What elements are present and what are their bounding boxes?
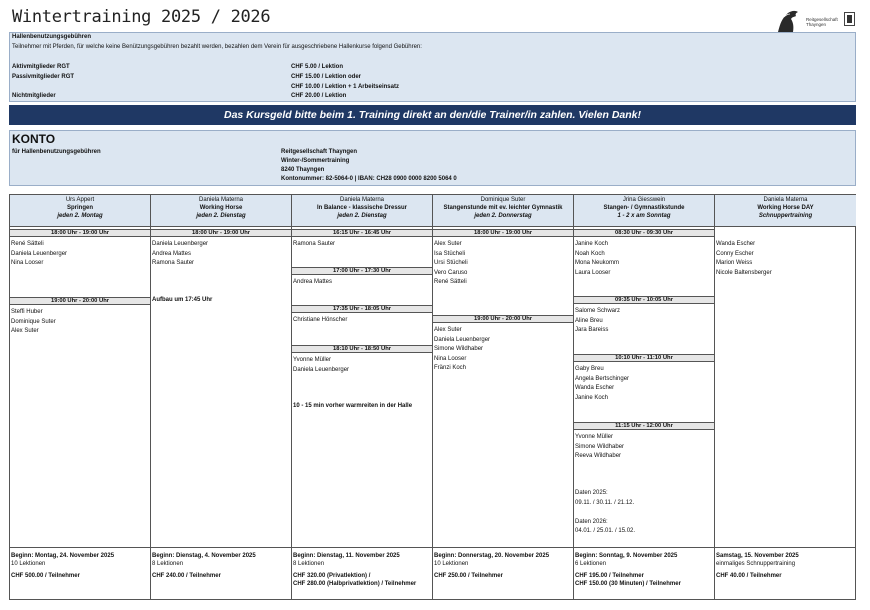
course-price: [716, 572, 856, 580]
konto-line: Reitgesellschaft Thayngen: [281, 149, 358, 155]
slot-time: 17:00 Uhr - 17:30 Uhr: [292, 267, 432, 275]
course-frequency: jeden 2. Donnerstag: [474, 213, 532, 219]
date-line: Daten 2026:: [575, 518, 608, 525]
participant-name: Ramona Sauter: [293, 241, 336, 247]
konto-line: 8240 Thayngen: [281, 167, 325, 173]
participant-list: [292, 353, 432, 375]
participant-name: Marion Weiss: [716, 260, 753, 267]
course-header: [151, 195, 291, 227]
course-footer: [10, 547, 150, 599]
slot-time: 17:35 Uhr - 18:05 Uhr: [292, 305, 432, 313]
participant-name: Janine Koch: [575, 394, 609, 401]
participant-name: Gaby Breu: [575, 366, 604, 372]
participant-list: [292, 275, 432, 288]
fee-price: CHF 20.00 / Lektion: [291, 93, 347, 99]
payment-banner: Das Kursgeld bitte beim 1. Training direkt an den/die Trainer/in zahlen. Vielen Dank!: [9, 105, 856, 125]
course-frequency: Schnuppertraining: [758, 213, 813, 219]
fee-price: CHF 5.00 / Lektion: [291, 64, 344, 70]
course-column: [10, 195, 151, 599]
participant-name: Laura Looser: [575, 269, 611, 276]
time-slot: [10, 229, 150, 269]
konto-title: KONTO: [12, 132, 56, 146]
time-slot: [292, 305, 432, 326]
participant-name: Daniela Leuenberger: [434, 336, 491, 343]
time-slot: [10, 297, 150, 337]
course-frequency: jeden 2. Dienstag: [196, 213, 246, 219]
course-column: [151, 195, 292, 599]
participant-name: Dominique Suter: [11, 318, 56, 325]
participant-list: [433, 237, 573, 288]
konto-line: Winter-/Sommertraining: [281, 158, 350, 164]
course-header: [433, 195, 573, 227]
course-footer: [292, 547, 432, 599]
participant-name: Jara Bareiss: [575, 327, 609, 334]
participant-name: René Sätteli: [11, 241, 44, 247]
course-column: [433, 195, 574, 599]
participant-name: Mona Neukomm: [575, 260, 620, 267]
time-slot: [292, 267, 432, 288]
participant-name: Simone Wildhaber: [575, 443, 625, 450]
participant-list: [433, 323, 573, 374]
course-header: [574, 195, 714, 227]
participant-name: Simone Wildhaber: [434, 346, 484, 353]
trainer-name: Daniela Materna: [198, 197, 244, 203]
course-footer: [433, 547, 573, 599]
time-slot: [433, 315, 573, 374]
participant-list: [292, 313, 432, 326]
participant-name: Steffi Huber: [11, 309, 43, 315]
slot-time: 10:10 Uhr - 11:10 Uhr: [574, 354, 714, 362]
course-discipline: Springen: [66, 205, 93, 211]
page-title: Wintertraining 2025 / 2026: [12, 7, 271, 27]
slot-time: 18:00 Uhr - 19:00 Uhr: [433, 229, 573, 237]
participant-name: Alex Suter: [434, 241, 462, 247]
participant-name: Wanda Escher: [575, 385, 615, 392]
time-slot: [574, 354, 714, 403]
participant-name: Wanda Escher: [716, 241, 756, 247]
time-slot: [292, 229, 432, 250]
course-header: [292, 195, 432, 227]
participant-name: Andrea Mattes: [152, 250, 192, 257]
course-price: [11, 572, 150, 580]
slot-time: 08:30 Uhr - 09:30 Uhr: [574, 229, 714, 237]
price-line: CHF 240.00 / Teilnehmer: [152, 573, 221, 579]
course-price: [434, 572, 573, 580]
participant-name: Conny Escher: [716, 250, 754, 257]
participant-name: Daniela Leuenberger: [152, 241, 209, 247]
participant-list: [574, 430, 714, 462]
course-footer: [151, 547, 291, 599]
date-line: 09.11. / 30.11. / 21.12.: [575, 499, 635, 506]
time-slot: [433, 229, 573, 288]
time-slot: [715, 237, 856, 278]
participant-name: Isa Stücheli: [434, 250, 466, 257]
slot-time: 19:00 Uhr - 20:00 Uhr: [433, 315, 573, 323]
participant-name: Yvonne Müller: [575, 434, 614, 440]
participant-name: Nicole Baltensberger: [716, 269, 772, 276]
participant-name: Alex Suter: [11, 328, 39, 335]
course-start: Beginn: Montag, 24. November 2025: [11, 553, 115, 559]
participant-name: Nina Looser: [434, 355, 467, 362]
price-line: CHF 250.00 / Teilnehmer: [434, 573, 503, 579]
slot-time: 19:00 Uhr - 20:00 Uhr: [10, 297, 150, 305]
course-discipline: Working Horse: [199, 205, 243, 211]
course-footer: [574, 547, 714, 599]
course-header: [10, 195, 150, 227]
course-frequency: jeden 2. Montag: [57, 213, 103, 219]
participant-list: [574, 304, 714, 336]
course-lessons: 10 Lektionen: [11, 561, 46, 567]
konto-subtitle: für Hallenbenutzungsgebühren: [12, 149, 101, 155]
course-lessons: 10 Lektionen: [434, 561, 469, 567]
trainer-name: Jrina Giesswein: [622, 197, 666, 203]
fees-heading: Hallenbenutzungsgebühren: [12, 34, 92, 40]
course-start: Beginn: Dienstag, 4. November 2025: [152, 553, 256, 559]
course-discipline: In Balance - klassische Dressur: [316, 205, 408, 211]
participant-list: [715, 237, 856, 278]
price-line: CHF 40.00 / Teilnehmer: [716, 573, 782, 579]
time-slot: [151, 229, 291, 269]
course-frequency: 1 - 2 x am Sonntag: [617, 213, 671, 219]
participant-name: Janine Koch: [575, 241, 609, 247]
fee-label: Aktivmitglieder RGT: [12, 64, 70, 70]
course-start: Beginn: Dienstag, 11. November 2025: [293, 553, 400, 559]
course-lessons: 8 Lektionen: [293, 561, 325, 567]
course-lessons: 6 Lektionen: [575, 561, 607, 567]
trainer-name: Urs Appert: [65, 197, 95, 203]
course-header: [715, 195, 856, 227]
course-start: Beginn: Sonntag, 9. November 2025: [575, 553, 678, 559]
fee-label: Passivmitglieder RGT: [12, 74, 75, 80]
participant-name: Angela Bertschinger: [575, 375, 630, 382]
fee-price: CHF 15.00 / Lektion oder: [291, 74, 362, 80]
participant-name: Andrea Mattes: [293, 279, 333, 285]
participant-list: [10, 305, 150, 337]
date-line: 04.01. / 25.01. / 15.02.: [575, 528, 636, 535]
course-discipline: Working Horse DAY: [757, 205, 814, 211]
participant-name: Christiane Hönscher: [293, 317, 348, 323]
participant-name: Fränzi Koch: [434, 365, 467, 372]
fees-panel: [9, 32, 856, 102]
course-discipline: Stangen- / Gymnastikstunde: [603, 205, 685, 211]
trainer-name: Daniela Materna: [339, 197, 385, 203]
course-price: [293, 572, 432, 588]
participant-list: [574, 362, 714, 403]
price-line: CHF 195.00 / Teilnehmer: [575, 573, 644, 579]
course-frequency: jeden 2. Dienstag: [337, 213, 387, 219]
course-price: [575, 572, 714, 588]
time-slot: [292, 345, 432, 375]
slot-time: 11:15 Uhr - 12:00 Uhr: [574, 422, 714, 430]
konto-line: Kontonummer: 82-5064-0 | IBAN: CH28 0900 0000 8200 5064 0: [281, 176, 457, 182]
course-note: 10 - 15 min vorher warmreiten in der Halle: [293, 403, 413, 409]
fee-price: CHF 10.00 / Lektion + 1 Arbeitseinsatz: [291, 84, 399, 90]
participant-list: [292, 237, 432, 250]
slot-time: 18:00 Uhr - 19:00 Uhr: [151, 229, 291, 237]
participant-name: Noah Koch: [575, 250, 605, 257]
price-line: CHF 320.00 (Privatlektion) /: [293, 573, 371, 579]
trainer-name: Dominique Suter: [480, 197, 526, 203]
date-line: Daten 2025:: [575, 490, 608, 496]
participant-name: Alex Suter: [434, 327, 462, 333]
course-lessons: einmaliges Schnuppertraining: [716, 561, 796, 567]
slot-time: 09:35 Uhr - 10:05 Uhr: [574, 296, 714, 304]
participant-name: René Sätteli: [434, 279, 467, 286]
course-price: [152, 572, 291, 580]
horse-head-icon: [774, 8, 802, 34]
date-line: [575, 508, 635, 518]
time-slot: [574, 296, 714, 336]
price-line: CHF 500.00 / Teilnehmer: [11, 573, 80, 579]
course-column: [292, 195, 433, 599]
participant-name: Ramona Sauter: [152, 260, 195, 267]
club-logo: [774, 8, 854, 34]
course-start: Beginn: Donnerstag, 20. November 2025: [434, 553, 550, 559]
participant-name: Yvonne Müller: [293, 357, 332, 363]
course-dates: [575, 489, 635, 537]
slot-time: 18:00 Uhr - 19:00 Uhr: [10, 229, 150, 237]
course-column: [574, 195, 715, 599]
course-start: Samstag, 15. November 2025: [716, 553, 799, 559]
participant-list: [151, 237, 291, 269]
participant-name: Reeva Wildhaber: [575, 453, 622, 460]
participant-name: Nina Looser: [11, 260, 44, 267]
course-column: [715, 195, 856, 599]
trainer-name: Daniela Materna: [763, 197, 808, 203]
course-discipline: Stangenstunde mit ev. leichter Gymnastik: [443, 205, 563, 211]
course-lessons: 8 Lektionen: [152, 561, 184, 567]
participant-name: Aline Breu: [575, 317, 603, 324]
club-name: Reitgesellschaft Thayngen: [806, 17, 838, 27]
fees-description: Teilnehmer mit Pferden, für welche keine Benützungsgebühren bezahlt werden, bezahlen dem Verein für ausgeschriebene Hallenkurse folgend Gebühren:: [12, 44, 422, 50]
konto-panel: [9, 130, 856, 186]
participant-name: Daniela Leuenberger: [11, 250, 68, 257]
participant-name: Salome Schwarz: [575, 308, 621, 314]
course-note: Aufbau um 17:45 Uhr: [152, 297, 213, 303]
participant-list: [10, 237, 150, 269]
price-line: CHF 280.00 (Halbprivatlektion) / Teilnehmer: [293, 581, 417, 587]
participant-name: Daniela Leuenberger: [293, 366, 350, 373]
participant-list: [574, 237, 714, 278]
slot-time: 16:15 Uhr - 16:45 Uhr: [292, 229, 432, 237]
schedule-table: [9, 194, 856, 600]
fee-label: Nichtmitglieder: [12, 93, 56, 99]
participant-name: Vero Caruso: [434, 269, 468, 276]
course-footer: [715, 547, 856, 599]
participant-name: Ursi Stücheli: [434, 260, 468, 267]
crest-icon: [844, 12, 855, 26]
time-slot: [574, 422, 714, 462]
time-slot: [574, 229, 714, 278]
slot-time: 18:10 Uhr - 18:50 Uhr: [292, 345, 432, 353]
price-line: CHF 150.00 (30 Minuten) / Teilnehmer: [575, 581, 681, 587]
